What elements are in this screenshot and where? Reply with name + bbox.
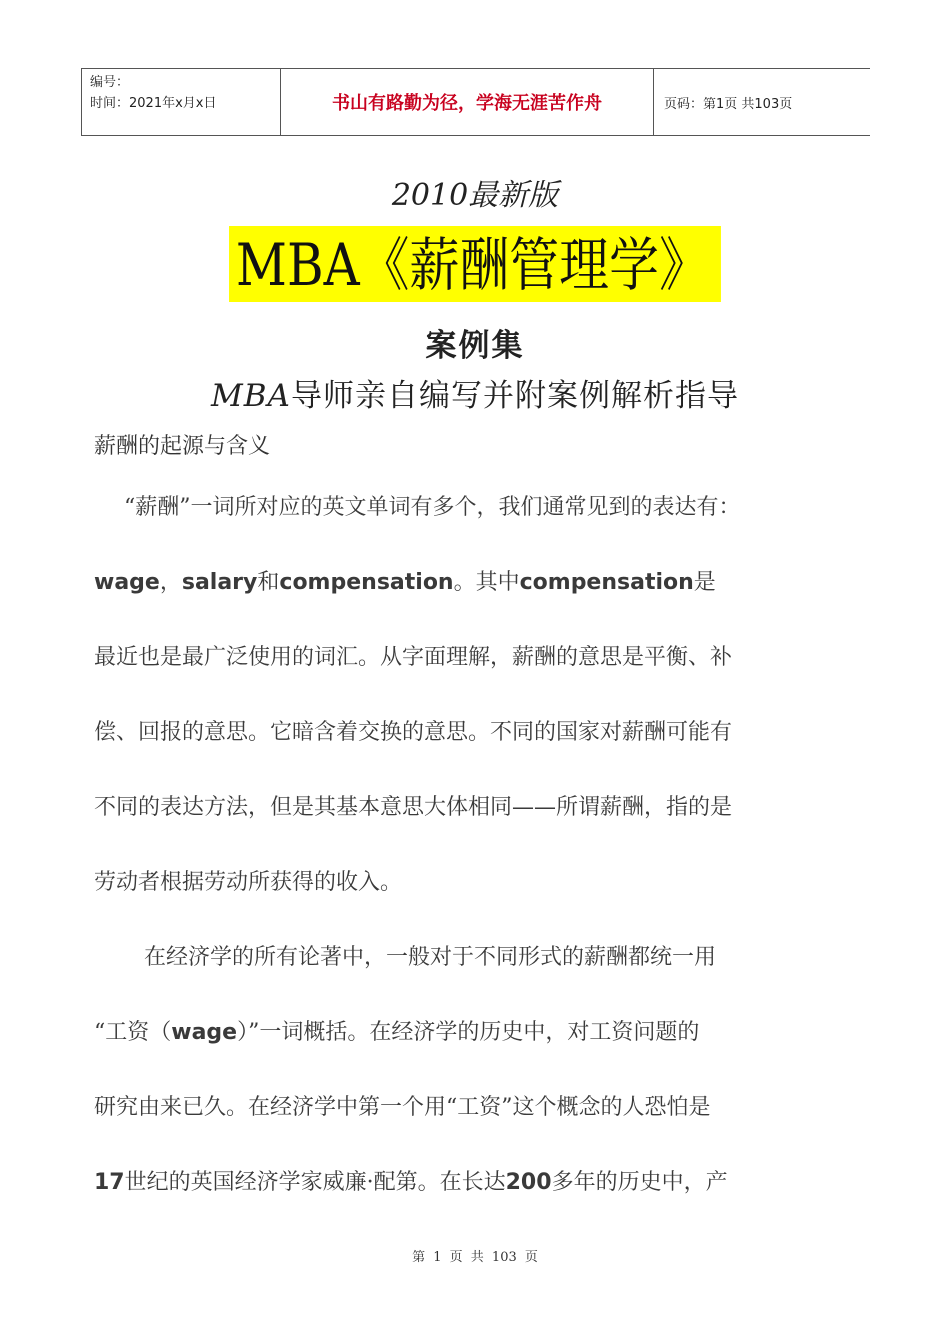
paragraph-line: 劳动者根据劳动所获得的收入。 (94, 870, 403, 895)
edition-title: 2010最新版 (391, 178, 559, 213)
paragraph-line (94, 1016, 854, 1091)
text-run: 。其中 (453, 570, 520, 595)
paragraph-1 (94, 491, 854, 906)
text-run: “工资（ (94, 1020, 172, 1045)
paragraph-2 (94, 941, 854, 1206)
header-table (81, 68, 870, 136)
sub-title: 案例集 (425, 328, 525, 364)
latin-term: salary (181, 570, 258, 595)
text-run: 和 (257, 570, 280, 595)
section-heading: 薪酬的起源与含义 (94, 434, 271, 459)
text-run: 多年的历史中，产 (551, 1170, 728, 1195)
page-footer: 第 1 页 共 103 页 (412, 1250, 538, 1265)
paragraph-line: 不同的表达方法，但是其基本意思大体相同——所谓薪酬，指的是 (94, 795, 733, 820)
paragraph-line: 研究由来已久。在经济学中第一个用“工资”这个概念的人恐怕是 (94, 1095, 711, 1120)
document-date: 时间：2021年x月x日 (90, 96, 217, 111)
paragraph-line (94, 566, 854, 641)
latin-term: wage (171, 1020, 238, 1045)
paragraph-line (94, 1166, 854, 1206)
header-meta-cell (81, 69, 281, 135)
paragraph-line: 在经济学的所有论著中，一般对于不同形式的薪酬都统一用 (144, 945, 717, 970)
text-run: ， (159, 570, 182, 595)
number-run: 17 (94, 1170, 125, 1195)
header-motto-cell (281, 69, 654, 135)
main-title-wrapper (0, 226, 950, 302)
text-run: 是 (693, 570, 716, 595)
header-page-cell (654, 69, 870, 135)
latin-term: compensation (279, 570, 454, 595)
header-motto: 书山有路勤为径，学海无涯苦作舟 (332, 93, 602, 114)
paragraph-line: 最近也是最广泛使用的词汇。从字面理解，薪酬的意思是平衡、补 (94, 645, 733, 670)
tagline-text: 导师亲自编写并附案例解析指导 (290, 378, 739, 414)
number-run: 200 (505, 1170, 552, 1195)
document-number-label: 编号： (90, 75, 130, 90)
text-run: ）”一词概括。在经济学的历史中，对工资问题的 (237, 1020, 700, 1045)
latin-term: compensation (519, 570, 694, 595)
header-page-info: 页码：第1页 共103页 (664, 96, 793, 112)
tagline-latin: MBA (211, 378, 291, 414)
text-run: 世纪的英国经济学家威廉·配第。在长达 (124, 1170, 506, 1195)
latin-term: wage (94, 570, 160, 595)
main-title: MBA《薪酬管理学》 (229, 226, 721, 302)
paragraph-line: 偿、回报的意思。它暗含着交换的意思。不同的国家对薪酬可能有 (94, 720, 733, 745)
paragraph-line: “薪酬”一词所对应的英文单词有多个，我们通常见到的表达有： (124, 495, 741, 520)
tagline (0, 370, 950, 415)
